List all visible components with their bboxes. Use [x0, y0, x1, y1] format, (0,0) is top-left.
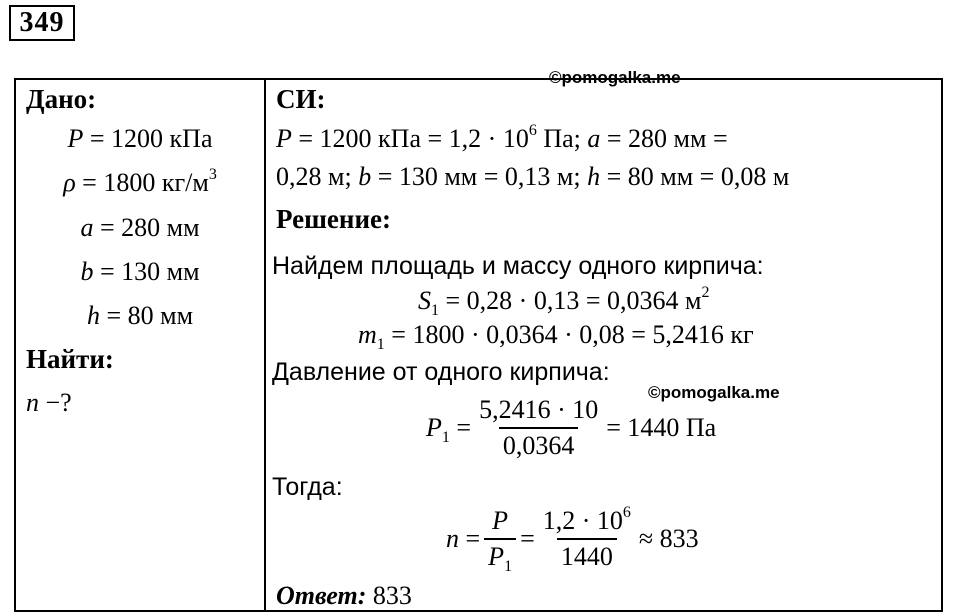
solution-text-pressure: Давление от одного кирпича: — [272, 358, 610, 386]
si-title: СИ: — [276, 84, 326, 114]
pressure-formula: $P_1$ = $\frac{5,2416 \cdot 10}{0,0364}$ = 1440 Па — [426, 395, 717, 460]
given-title: Дано: — [26, 84, 97, 114]
given-length: a = 280 мм — [80, 213, 200, 242]
count-formula: n = $\frac{P}{P_1}$ = $\frac{1,2 \cdot 10^6}{1440}$ ≈ 833 — [446, 504, 699, 575]
given-density: ρ = 1800 $кг/м^3$ — [63, 166, 217, 197]
answer: Ответ: 833 — [276, 581, 412, 610]
given-width: b = 130 мм — [80, 257, 200, 286]
watermark-middle: ©pomogalka.me — [648, 383, 780, 402]
pressure-fraction: $\frac{5,2416 \cdot 10}{0,0364}$ — [479, 395, 599, 460]
find-title: Найти: — [26, 344, 114, 374]
area-formula: $S_1 = 0,28 \cdot 0,13 = 0,0364$ $м^2$ — [418, 284, 710, 319]
find-unknown: n −? — [26, 388, 72, 417]
given-height: h = 80 мм — [86, 301, 194, 330]
mass-formula: $m_1 = 1800 \cdot 0,0364 \cdot 0,08 = 5,2416$ кг — [358, 320, 754, 353]
problem-number: 349 — [9, 5, 75, 41]
si-line-2: 0,28 м; b = 130 мм = 0,13 м; h = 80 мм = 0,08 м — [276, 162, 790, 191]
solution-table — [14, 78, 943, 612]
column-divider — [264, 80, 266, 610]
given-pressure: P = 1200 кПа — [67, 124, 213, 153]
count-fraction-1: $\frac{P}{P_1}$ — [484, 506, 516, 572]
watermark-top: ©pomogalka.me — [549, 68, 681, 87]
solution-text-then: Тогда: — [272, 473, 343, 501]
si-line-1: P = 1200 кПа = $1,2 \cdot 10^6$ Па; a = 280 мм = — [276, 122, 728, 153]
count-fraction-2: $\frac{1,2 \cdot 10^6}{1440}$ — [542, 504, 631, 571]
solution-text-area-mass: Найдем площадь и массу одного кирпича: — [272, 252, 764, 280]
solution-title: Решение: — [276, 204, 391, 234]
